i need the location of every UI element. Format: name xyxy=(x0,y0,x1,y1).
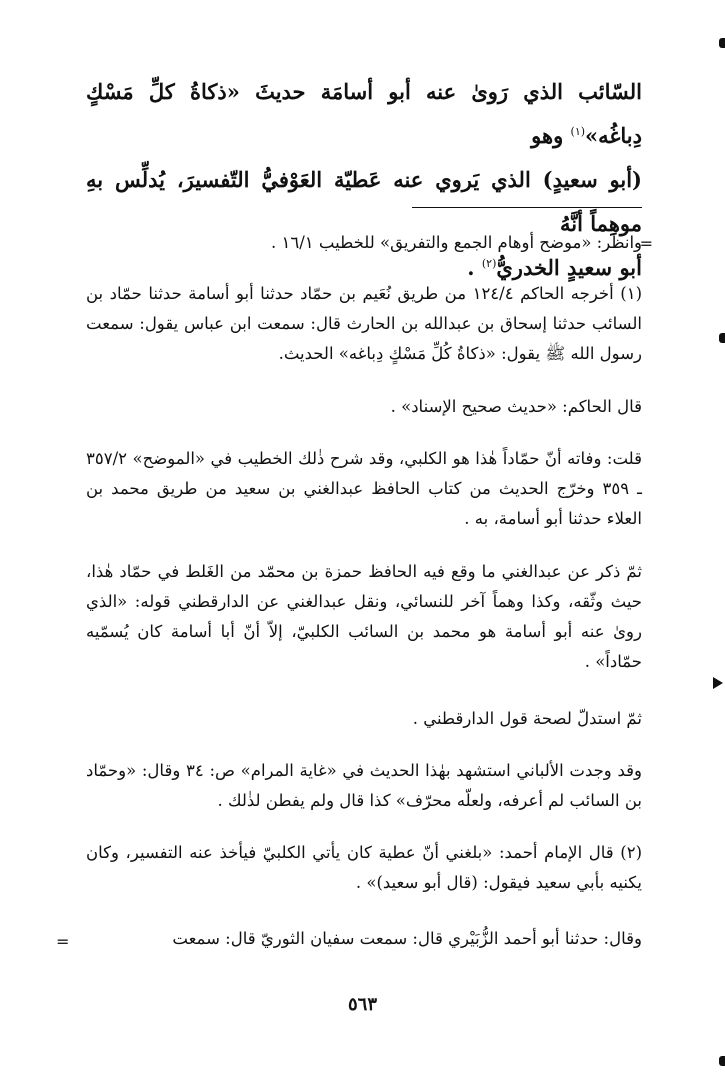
footnote-2 xyxy=(86,838,642,898)
footnote-1-paragraph-3-block xyxy=(86,444,642,534)
scan-edge-mark xyxy=(719,38,725,48)
footnote-ref-1[interactable]: (١) xyxy=(570,125,586,138)
footnote-ref-2[interactable]: (٢) xyxy=(481,257,497,270)
footnote-1-paragraph-6: وقد وجدت الألباني استشهد بهٰذا الحديث في «غاية المرام» ص: ٣٤ وقال: «وحمّاد بن السائب لم أعرفه، ولعلّه محرّف» كذا قال ولم يفطن لذٰلك . xyxy=(86,761,642,810)
footnote-separator xyxy=(412,207,642,208)
footnote-1-paragraph-3: قلت: وفاته أنّ حمّاداً هٰذا هو الكلبي، وقد شرح ذٰلك الخطيب في «الموضح» ٣٥٧/٢ ـ ٣٥٩ وخرّج الحديث من كتاب الحافظ عبدالغني بن سعيد من طريق محمد بن العلاء حدثنا أبو أسامة، به . xyxy=(86,449,642,528)
footnote-continuation xyxy=(86,228,642,258)
scan-edge-mark xyxy=(719,1056,725,1066)
page-number: ٥٦٣ xyxy=(347,994,377,1015)
footnote-2-paragraph-2: وقال: حدثنا أبو أحمد الزُّبَيْري قال: سمعت سفيان الثوريّ قال: سمعت xyxy=(172,929,642,948)
footnote-1-paragraph-1 xyxy=(86,279,642,369)
main-line-1-text: السّائب الذي رَوىٰ عنه أبو أسامَة حديثَ «ذكاةُ كلِّ مَسْكٍ دِباغُه» xyxy=(86,79,642,148)
footnote-1-paragraph-6-block xyxy=(86,756,642,816)
footnote-continuation-text: وانظر: «موضح أوهام الجمع والتفريق» للخطيب ١٦/١ . xyxy=(271,233,642,252)
footnote-1-number: (١) xyxy=(620,284,642,303)
footnote-1-text: أخرجه الحاكم ١٢٤/٤ من طريق نُعَيم بن حمّاد حدثنا أبو أسامة حدثنا حمّاد بن السائب حدثنا إسحاق بن عبدالله بن الحارث قال: سمعت ابن عباس يقول: سمعت رسول الله ﷺ يقول: «ذكاةُ كُلِّ مَسْكٍ دِباغه» الحديث. xyxy=(86,284,642,363)
scan-edge-arrow xyxy=(713,677,723,689)
main-line-3-end: . xyxy=(467,255,482,280)
footnote-1 xyxy=(86,279,642,369)
main-line-3-text: أبو سعيدٍ الخدريُّ xyxy=(496,255,642,280)
main-line-1 xyxy=(86,70,642,158)
footnote-1-paragraph-4-block xyxy=(86,557,642,677)
footnote-1-paragraph-5-block xyxy=(86,704,642,734)
footnote-1-paragraph-2-block xyxy=(86,392,642,422)
continuation-mark: = xyxy=(639,234,653,253)
footnote-1-paragraph-2: قال الحاكم: «حديث صحيح الإسناد» . xyxy=(390,397,642,416)
main-line-1-end: وهو xyxy=(531,123,571,148)
trailing-continuation-mark: = xyxy=(56,932,70,951)
footnote-2-number: (٢) xyxy=(620,843,642,862)
footnote-2-text: قال الإمام أحمد: «بلغني أنّ عطية كان يأتي الكلبيّ فيأخذ عنه التفسير، وكان يكنيه بأبي سعيد فيقول: (قال أبو سعيد)» . xyxy=(86,843,642,892)
main-line-2: (أبو سعيدٍ) الذي يَروي عنه عَطيّة العَوْفيُّ التّفسيرَ، يُدلِّس بهِ موهِماً أنَّهُ xyxy=(86,167,642,236)
scan-edge-mark xyxy=(719,333,725,343)
footnote-2-paragraph-2-block xyxy=(86,924,642,954)
footnote-1-paragraph-5: ثمّ استدلّ لصحة قول الدارقطني . xyxy=(412,709,642,728)
footnote-1-paragraph-4: ثمّ ذكر عن عبدالغني ما وقع فيه الحافظ حمزة بن محمّد من الغَلط في حمّاد هٰذا، حيث وثّقه، وكذا وهماً آخر للنسائي، ونقل عبدالغني عن الدارقطني قوله: «الذي روىٰ عنه أبو أسامة هو محمد بن السائب الكلبيّ، إلاّ أنّ أبا أسامة كان يُسمّيه حمّاداً» . xyxy=(86,562,642,671)
footnote-2-paragraph-1 xyxy=(86,838,642,898)
